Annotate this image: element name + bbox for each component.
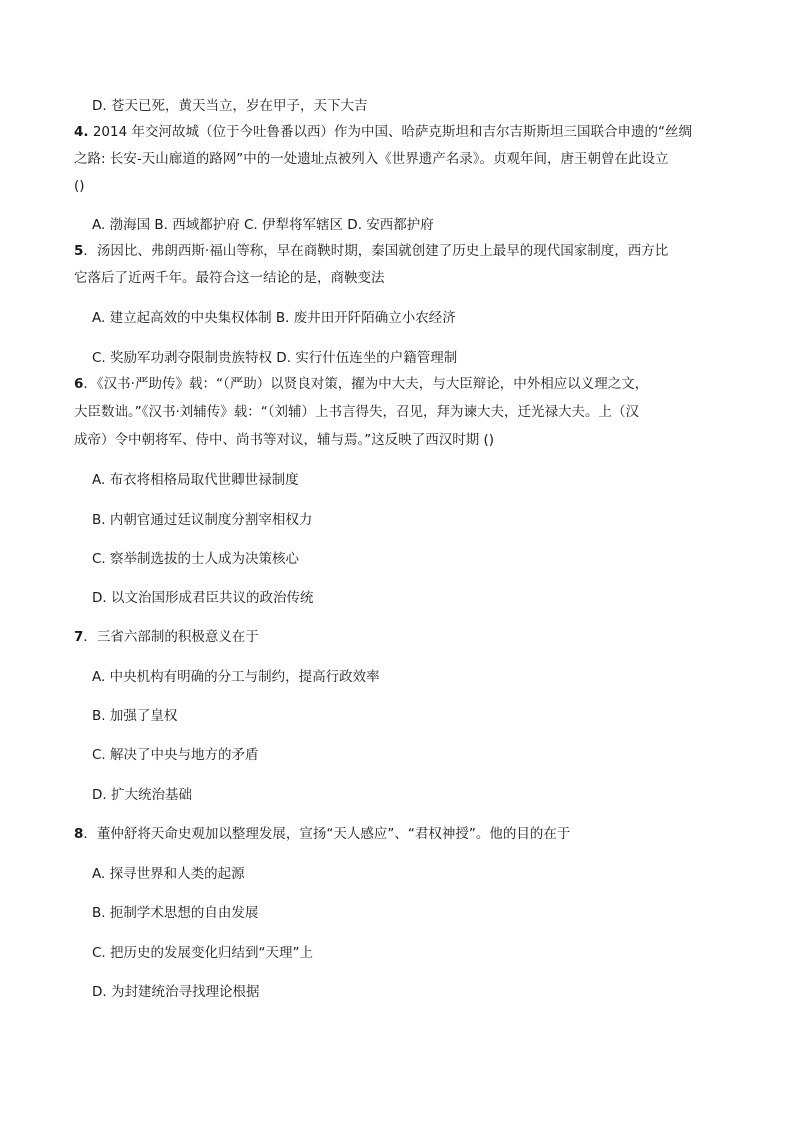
question-8-option-c: C. 把历史的发展变化归结到“天理”上 (92, 945, 313, 961)
question-8-number: 8 (74, 826, 84, 842)
question-5-options-cd: C. 奖励军功剥夺限制贵族特权 D. 实行什伍连坐的户籍管理制 (92, 350, 458, 366)
question-4-stem-line-3: () (74, 178, 85, 194)
question-3-option-d: D. 苍天已死，黄天当立，岁在甲子，天下大吉 (92, 98, 368, 114)
question-7-text: ．三省六部制的积极意义在于 (83, 629, 259, 645)
question-8-option-a: A. 探寻世界和人类的起源 (92, 866, 245, 882)
question-6-number: 6 (74, 376, 84, 392)
question-7-stem (74, 627, 734, 647)
question-5-text-1: ．汤因比、弗朗西斯·福山等称，早在商鞅时期，秦国就创建了历史上最早的现代国家制度，西方比 (83, 243, 669, 259)
question-6-stem-line-3: 成帝）令中朝将军、侍中、尚书等对议，辅与焉。”这反映了西汉时期 () (74, 432, 495, 448)
question-5-stem-line-1 (74, 241, 734, 261)
question-7-option-a: A. 中央机构有明确的分工与制约，提高行政效率 (92, 669, 380, 685)
question-6-stem-line-1 (74, 374, 734, 394)
question-6-stem-line-2: 大臣数诎。”《汉书·刘辅传》载：“（刘辅）上书言得失，召见，拜为谏大夫，迁光禄大夫。上（汉 (74, 404, 640, 420)
question-4-number: 4. (74, 124, 89, 140)
question-8-option-b: B. 扼制学术思想的自由发展 (92, 905, 259, 921)
question-6-option-b: B. 内朝官通过廷议制度分割宰相权力 (92, 512, 313, 528)
question-6-text-1: ．《汉书·严助传》载：“（严助）以贤良对策，擢为中大夫，与大臣辩论，中外相应以义理之文， (83, 376, 649, 392)
question-6-option-a: A. 布衣将相格局取代世卿世禄制度 (92, 472, 299, 488)
question-6-option-c: C. 察举制选拔的士人成为决策核心 (92, 551, 300, 567)
question-5-stem-line-2: 它落后了近两千年。最符合这一结论的是，商鞅变法 (74, 270, 385, 286)
question-8-text: ．董仲舒将天命史观加以整理发展，宣扬“天人感应”、“君权神授”。他的目的在于 (83, 826, 571, 842)
question-7-option-c: C. 解决了中央与地方的矛盾 (92, 747, 259, 763)
question-5-options-ab: A. 建立起高效的中央集权体制 B. 废井田开阡陌确立小农经济 (92, 310, 456, 326)
question-4-stem-line-1 (74, 122, 734, 142)
question-5-number: 5 (74, 243, 84, 259)
question-8-option-d: D. 为封建统治寻找理论根据 (92, 984, 260, 1000)
question-7-option-d: D. 扩大统治基础 (92, 787, 192, 803)
question-4-stem-line-2: 之路: 长安-天山廊道的路网”中的一处遗址点被列入《世界遗产名录》。贞观年间，唐王朝曾在此设立 (74, 151, 669, 167)
question-4-options: A. 渤海国 B. 西域都护府 C. 伊犁将军辖区 D. 安西都护府 (92, 217, 434, 233)
question-6-option-d: D. 以文治国形成君臣共议的政治传统 (92, 590, 314, 606)
question-8-stem (74, 824, 734, 844)
question-7-number: 7 (74, 629, 84, 645)
question-7-option-b: B. 加强了皇权 (92, 708, 178, 724)
question-4-text-1: 2014 年交河故城（位于今吐鲁番以西）作为中国、哈萨克斯坦和吉尔吉斯斯坦三国联合申遗的“丝绸 (88, 124, 692, 140)
